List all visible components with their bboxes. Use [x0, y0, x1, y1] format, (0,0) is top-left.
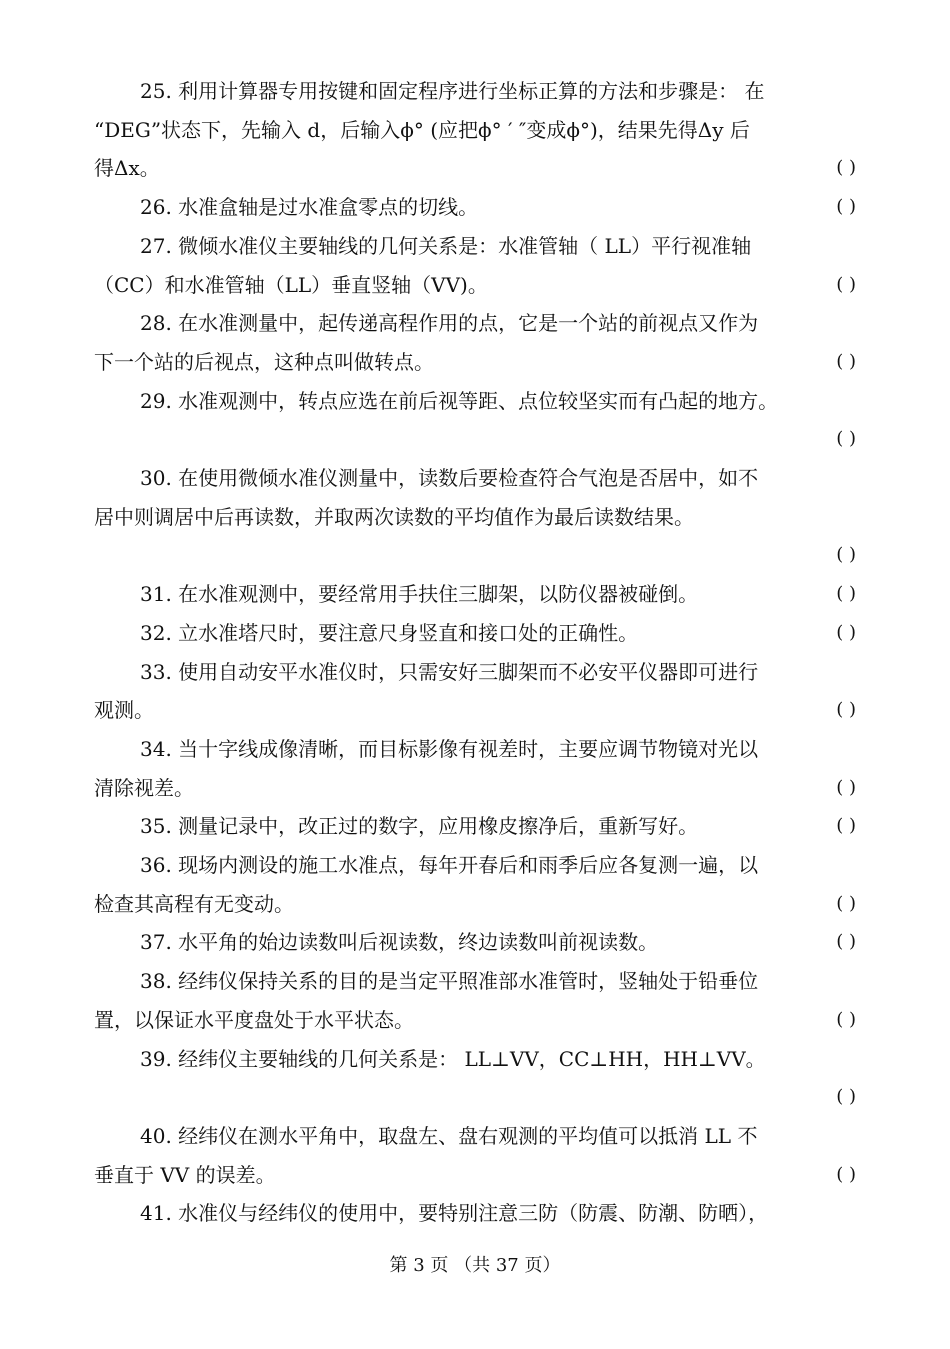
question-text: 33. 使用自动安平水准仪时，只需安好三脚架而不必安平仪器即可进行	[140, 659, 759, 684]
question-text: 41. 水准仪与经纬仪的使用中，要特别注意三防（防震、防潮、防晒），	[140, 1201, 769, 1226]
question-line	[94, 149, 856, 187]
answer-blank: ( )	[836, 1008, 856, 1030]
question-line	[94, 691, 856, 729]
answer-blank: ( )	[836, 892, 856, 914]
question-line	[140, 653, 856, 691]
question-line	[140, 459, 856, 497]
page-footer: 第 3 页 （共 37 页）	[389, 1255, 561, 1276]
question-line	[140, 962, 856, 1000]
question-line	[94, 1078, 856, 1116]
question-line	[94, 1156, 856, 1194]
answer-blank: ( )	[836, 815, 856, 837]
question-line	[94, 420, 856, 458]
question-text: 37. 水平角的始边读数叫后视读数，终边读数叫前视读数。	[140, 930, 659, 955]
question-line	[140, 1040, 856, 1078]
answer-blank: ( )	[836, 196, 856, 218]
answer-blank: ( )	[836, 428, 856, 450]
question-text: 得Δx。	[94, 156, 160, 181]
question-text: 31. 在水准观测中，要经常用手扶住三脚架，以防仪器被碰倒。	[140, 582, 699, 607]
question-text: 34. 当十字线成像清晰，而目标影像有视差时，主要应调节物镜对光以	[140, 736, 759, 761]
question-line	[140, 846, 856, 884]
question-line	[140, 923, 856, 961]
answer-blank: ( )	[836, 157, 856, 179]
question-text: 35. 测量记录中，改正过的数字，应用橡皮擦净后，重新写好。	[140, 814, 699, 839]
question-text: 下一个站的后视点，这种点叫做转点。	[94, 349, 434, 374]
answer-blank: ( )	[836, 931, 856, 953]
question-text: 32. 立水准塔尺时，要注意尺身竖直和接口处的正确性。	[140, 620, 639, 645]
question-line	[94, 536, 856, 574]
question-text: 观测。	[94, 698, 154, 723]
question-text: 27. 微倾水准仪主要轴线的几何关系是：水准管轴（ LL）平行视准轴	[140, 233, 752, 258]
question-line	[94, 498, 856, 536]
answer-blank: ( )	[836, 350, 856, 372]
question-line	[140, 1117, 856, 1155]
question-line	[94, 1001, 856, 1039]
question-line	[140, 807, 856, 845]
question-text: 39. 经纬仪主要轴线的几何关系是： LL⊥VV，CC⊥HH，HH⊥VV。	[140, 1046, 766, 1071]
question-line	[140, 227, 856, 265]
question-line	[140, 188, 856, 226]
question-line	[94, 885, 856, 923]
question-text: 检查其高程有无变动。	[94, 891, 294, 916]
answer-blank: ( )	[836, 621, 856, 643]
question-line	[140, 1194, 856, 1232]
question-line	[94, 266, 856, 304]
question-text: 置，以保证水平度盘处于水平状态。	[94, 1007, 414, 1032]
question-line	[140, 382, 856, 420]
answer-blank: ( )	[836, 699, 856, 721]
question-text: “DEG”状态下，先输入 d，后输入ϕ° (应把ϕ° ′ ″变成ϕ°)，结果先得Δy 后	[94, 117, 750, 142]
question-line	[94, 111, 856, 149]
question-line	[140, 304, 856, 342]
answer-blank: ( )	[836, 776, 856, 798]
question-text: 38. 经纬仪保持关系的目的是当定平照准部水准管时，竖轴处于铅垂位	[140, 969, 759, 994]
question-text: 清除视差。	[94, 775, 194, 800]
answer-blank: ( )	[836, 1086, 856, 1108]
question-line	[140, 614, 856, 652]
question-text: 40. 经纬仪在测水平角中，取盘左、盘右观测的平均值可以抵消 LL 不	[140, 1123, 758, 1148]
answer-blank: ( )	[836, 583, 856, 605]
question-line	[140, 730, 856, 768]
question-text: 30. 在使用微倾水准仪测量中，读数后要检查符合气泡是否居中，如不	[140, 466, 759, 490]
question-text: 28. 在水准测量中，起传递高程作用的点，它是一个站的前视点又作为	[140, 311, 759, 336]
question-text: （CC）和水准管轴（LL）垂直竖轴（VV)。	[94, 272, 488, 297]
question-text: 29. 水准观测中，转点应选在前后视等距、点位较坚实而有凸起的地方。	[140, 388, 779, 413]
question-text: 26. 水准盒轴是过水准盒零点的切线。	[140, 195, 479, 220]
question-text: 36. 现场内测设的施工水准点，每年开春后和雨季后应各复测一遍，以	[140, 853, 759, 877]
question-line	[94, 769, 856, 807]
question-text: 垂直于 VV 的误差。	[94, 1162, 276, 1187]
answer-blank: ( )	[836, 544, 856, 566]
question-text: 25. 利用计算器专用按键和固定程序进行坐标正算的方法和步骤是： 在	[140, 79, 765, 103]
question-line	[140, 575, 856, 613]
question-line	[140, 72, 856, 110]
answer-blank: ( )	[836, 1163, 856, 1185]
question-line	[94, 343, 856, 381]
question-text: 居中则调居中后再读数，并取两次读数的平均值作为最后读数结果。	[94, 504, 694, 529]
answer-blank: ( )	[836, 273, 856, 295]
